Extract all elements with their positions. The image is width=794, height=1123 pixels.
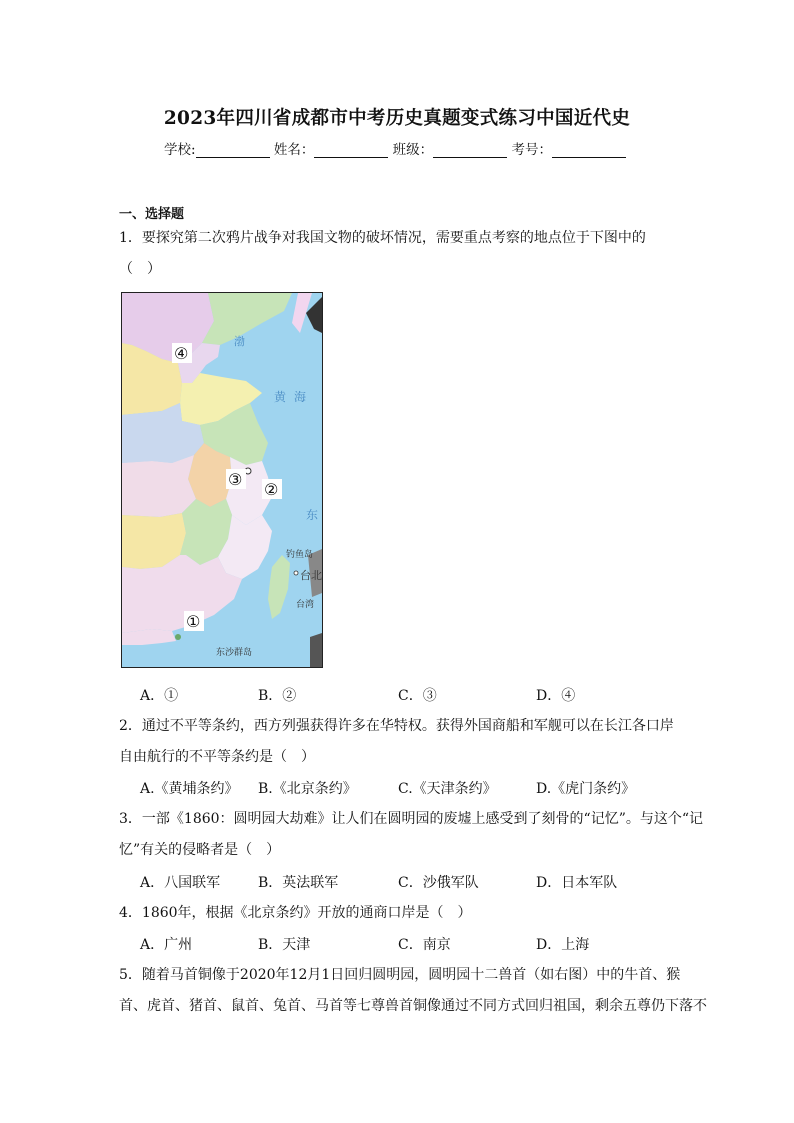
name-label: 姓名： [273,142,315,158]
question-2-line-2: 自由航行的不平等条约是（ ） [119,749,315,765]
class-label: 班级： [392,142,434,158]
se-strip [310,633,322,667]
name-blank[interactable] [314,143,388,158]
taibei-dot [294,571,298,575]
label-dong: 东 [306,508,319,522]
question-4-line-1: 4．1860年，根据《北京条约》开放的通商口岸是（ ） [119,905,472,921]
page-title: 2023年四川省成都市中考历史真题变式练习中国近代史 [163,108,631,129]
question-5-line-2: 首、虎首、猪首、鼠首、兔首、马首等七尊兽首铜像通过不同方式回归祖国，剩余五尊仍下落不 [119,998,707,1014]
marker-2: ② [264,480,279,499]
label-bohai: 渤 [234,335,245,348]
q3-option-a[interactable]: A．八国联军 [140,875,221,891]
region-ne [202,293,292,345]
label-dongsha: 东沙群岛 [216,648,253,658]
q2-option-b[interactable]: B.《北京条约》 [258,781,357,797]
q4-option-b[interactable]: B．天津 [258,937,311,953]
question-3-line-2: 忆”有关的侵略者是（ ） [119,842,281,858]
label-huanghai-2: 海 [294,390,307,404]
hong-kong-dot [175,634,181,640]
marker-4: ④ [174,344,189,363]
q2-option-a[interactable]: A.《黄埔条约》 [140,781,239,797]
taiwan-island [268,555,290,619]
q3-option-c[interactable]: C．沙俄军队 [398,875,479,891]
section-heading: 一、选择题 [119,207,185,222]
question-1-line-1: 1．要探究第二次鸦片战争对我国文物的破坏情况，需要重点考察的地点位于下图中的 [119,230,646,246]
student-info-line [164,138,626,158]
q4-option-d[interactable]: D．上海 [536,937,590,953]
label-huanghai-1: 黄 [274,390,287,404]
label-taiwan: 台湾 [296,600,315,610]
q3-option-b[interactable]: B．英法联军 [258,875,339,891]
question-1-line-2: （ ） [119,261,161,277]
question-2-line-1: 2．通过不平等条约，西方列强获得许多在华特权。获得外国商船和军舰可以在长江各口岸 [119,718,674,734]
q4-option-a[interactable]: A．广州 [140,937,193,953]
q2-option-c[interactable]: C.《天津条约》 [398,781,497,797]
marker-1: ① [186,612,201,631]
school-blank[interactable] [196,143,270,158]
q2-option-d[interactable]: D.《虎门条约》 [536,781,636,797]
question-5-line-1: 5．随着马首铜像于2020年12月1日回归圆明园，圆明园十二兽首（如右图）中的牛首、猴 [119,967,681,983]
question-3-line-1: 3．一部《1860：圆明园大劫难》让人们在圆明园的废墟上感受到了刻骨的“记忆”。与这个“记 [119,811,704,827]
q1-option-a[interactable]: A．① [140,688,179,704]
q1-option-d[interactable]: D．④ [536,688,576,704]
label-diaoyu: 钓鱼岛 [286,550,314,560]
q3-option-d[interactable]: D．日本军队 [536,875,618,891]
q1-option-b[interactable]: B．② [258,688,297,704]
exam-no-label: 考号： [511,142,552,158]
exam-no-blank[interactable] [552,143,626,158]
school-label: 学校: [164,142,196,158]
q4-option-c[interactable]: C．南京 [398,937,451,953]
region-hubei [122,455,196,517]
q1-option-c[interactable]: C．③ [398,688,437,704]
label-taibei: 台北 [300,569,322,582]
class-blank[interactable] [433,143,507,158]
marker-3: ③ [228,470,243,489]
china-east-map [121,292,323,668]
